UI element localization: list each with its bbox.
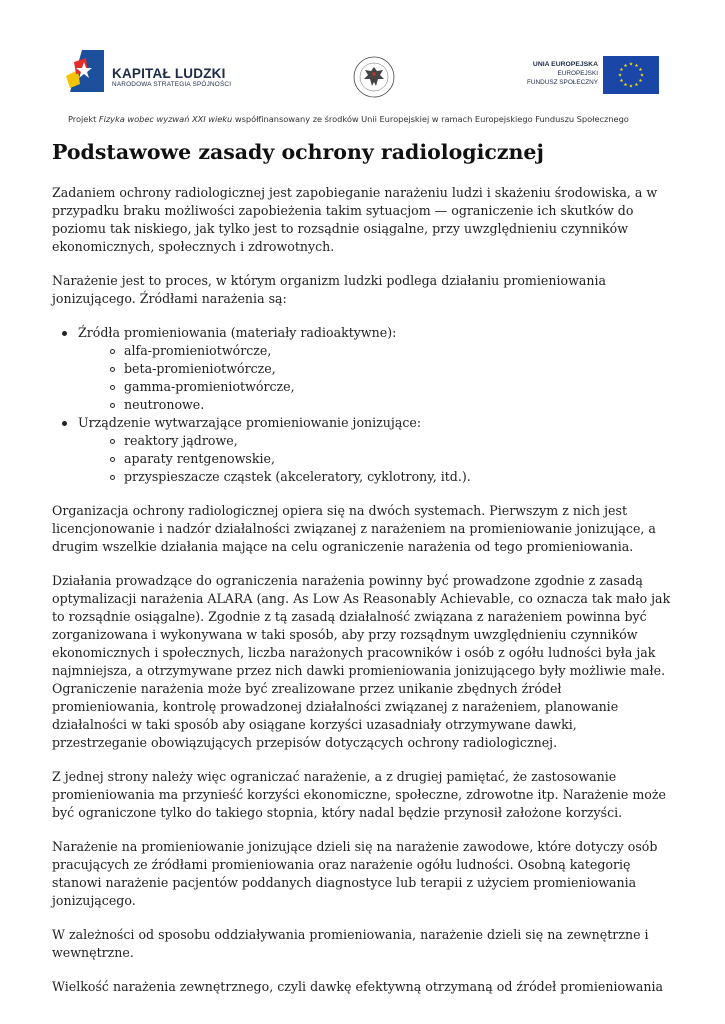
project-suffix: współfinansowany ze środków Unii Europejskiej w ramach Europejskiego Funduszu Społecznego (232, 114, 629, 124)
project-info-line (68, 114, 668, 124)
paragraph-8: Wielkość narażenia zewnętrznego, czyli dawkę efektywną otrzymaną od źródeł promieniowania (52, 979, 663, 994)
list-item-label: Urządzenie wytwarzające promieniowanie jonizujące: (78, 415, 422, 430)
paragraph-4: Działania prowadzące do ograniczenia narażenia powinny być prowadzone zgodnie z zasadą optymalizacji narażenia ALARA (ang. As Low As Reasonably Achievable, co oznacza tak mało jak to rozsądnie osiągalne). Zgodnie z tą zasadą działalność związana z narażeniem powinna być zorganizowana i wykonywana w taki sposób, aby przy rozsądnym uwzględnieniu czynników ekonomicznych i społecznych, liczba narażonych pracowników i osób z ogółu ludności była jak najmniejsza, a otrzymywane przez nich dawki promieniowania jonizującego były możliwie małe. Ograniczenie narażenia może być zrealizowane przez unikanie zbędnych źródeł promieniowania, kontrolę prowadzonej działalności związanej z narażeniem, planowanie działalności w taki sposób aby osiągane korzyści uzasadniały otrzymywane dawki, przestrzeganie obowiązujących przepisów dotyczących ochrony radiologicznej. (52, 573, 671, 750)
sub-list-item: gamma-promieniotwórcze, (124, 378, 672, 396)
kapital-ludzki-logo-icon (64, 48, 108, 94)
sub-list (78, 342, 672, 414)
eu-line-2: FUNDUSZ SPOŁECZNY (526, 78, 598, 86)
document-content (52, 138, 672, 1012)
sub-list-item: przyspieszacze cząstek (akceleratory, cyklotrony, itd.). (124, 468, 672, 486)
paragraph-2: Narażenie jest to proces, w którym organizm ludzki podlega działaniu promieniowania jonizującego. Źródłami narażenia są: (52, 273, 607, 306)
project-name: Fizyka wobec wyzwań XXI wieku (98, 114, 233, 124)
sub-list (78, 432, 672, 486)
paragraph-1: Zadaniem ochrony radiologicznej jest zapobieganie narażeniu ludzi i skażeniu środowiska, a w przypadku braku możliwości zapobieżenia takim sytuacjom — ograniczenie ich skutków do poziomu tak niskiego, jak tylko jest to rozsądnie osiągalne, przy uwzględnieniu czynników ekonomicznych, społecznych i zdrowotnych. (52, 185, 658, 254)
eu-line-1: EUROPEJSKI (557, 70, 598, 77)
sub-list-item: reaktory jądrowe, (124, 432, 672, 450)
paragraph-6: Narażenie na promieniowanie jonizujące dzieli się na narażenie zawodowe, które dotyczy osób pracujących ze źródłami promieniowania oraz narażenie ogółu ludności. Osobną kategorię stanowi narażenie pacjentów poddanych diagnostyce lub terapii z użyciem promieniowania jonizującego. (52, 839, 658, 908)
kapital-ludzki-subtitle: NARODOWA STRATEGIA SPÓJNOŚCI (112, 81, 232, 88)
sub-list-item: aparaty rentgenowskie, (124, 450, 672, 468)
kapital-ludzki-text (112, 66, 231, 89)
document-title: Podstawowe zasady ochrony radiologicznej (52, 140, 544, 164)
sub-list-item: beta-promieniotwórcze, (124, 360, 672, 378)
kapital-ludzki-title: KAPITAŁ LUDZKI (112, 66, 226, 81)
paragraph-7: W zależności od sposobu oddziaływania promieniowania, narażenie dzieli się na zewnętrzne i wewnętrzne. (52, 927, 649, 960)
university-seal-icon (352, 55, 396, 99)
eu-flag-icon (603, 56, 659, 94)
page-header (0, 0, 725, 130)
sub-list-item: neutronowe. (124, 396, 672, 414)
eu-title: UNIA EUROPEJSKA (532, 61, 598, 68)
exposure-sources-list (52, 324, 672, 486)
paragraph-5: Z jednej strony należy więc ograniczać narażenie, a z drugiej pamiętać, że zastosowanie promieniowania ma przynieść korzyści ekonomiczne, społeczne, zdrowotne itp. Narażenie może być ograniczone tylko do takiego stopnia, który nadal będzie przynosił założone korzyści. (52, 769, 666, 820)
list-item (78, 414, 672, 486)
sub-list-item: alfa-promieniotwórcze, (124, 342, 672, 360)
paragraph-3: Organizacja ochrony radiologicznej opiera się na dwóch systemach. Pierwszym z nich jest licencjonowanie i nadzór działalności związanej z narażeniem na promieniowanie jonizujące, a drugim wszelkie działania mające na celu ograniczenie narażenia od tego promieniowania. (52, 503, 656, 554)
eu-fund-text (480, 60, 598, 87)
list-item (78, 324, 672, 414)
project-prefix: Projekt (68, 114, 99, 124)
list-item-label: Źródła promieniowania (materiały radioaktywne): (78, 325, 397, 340)
